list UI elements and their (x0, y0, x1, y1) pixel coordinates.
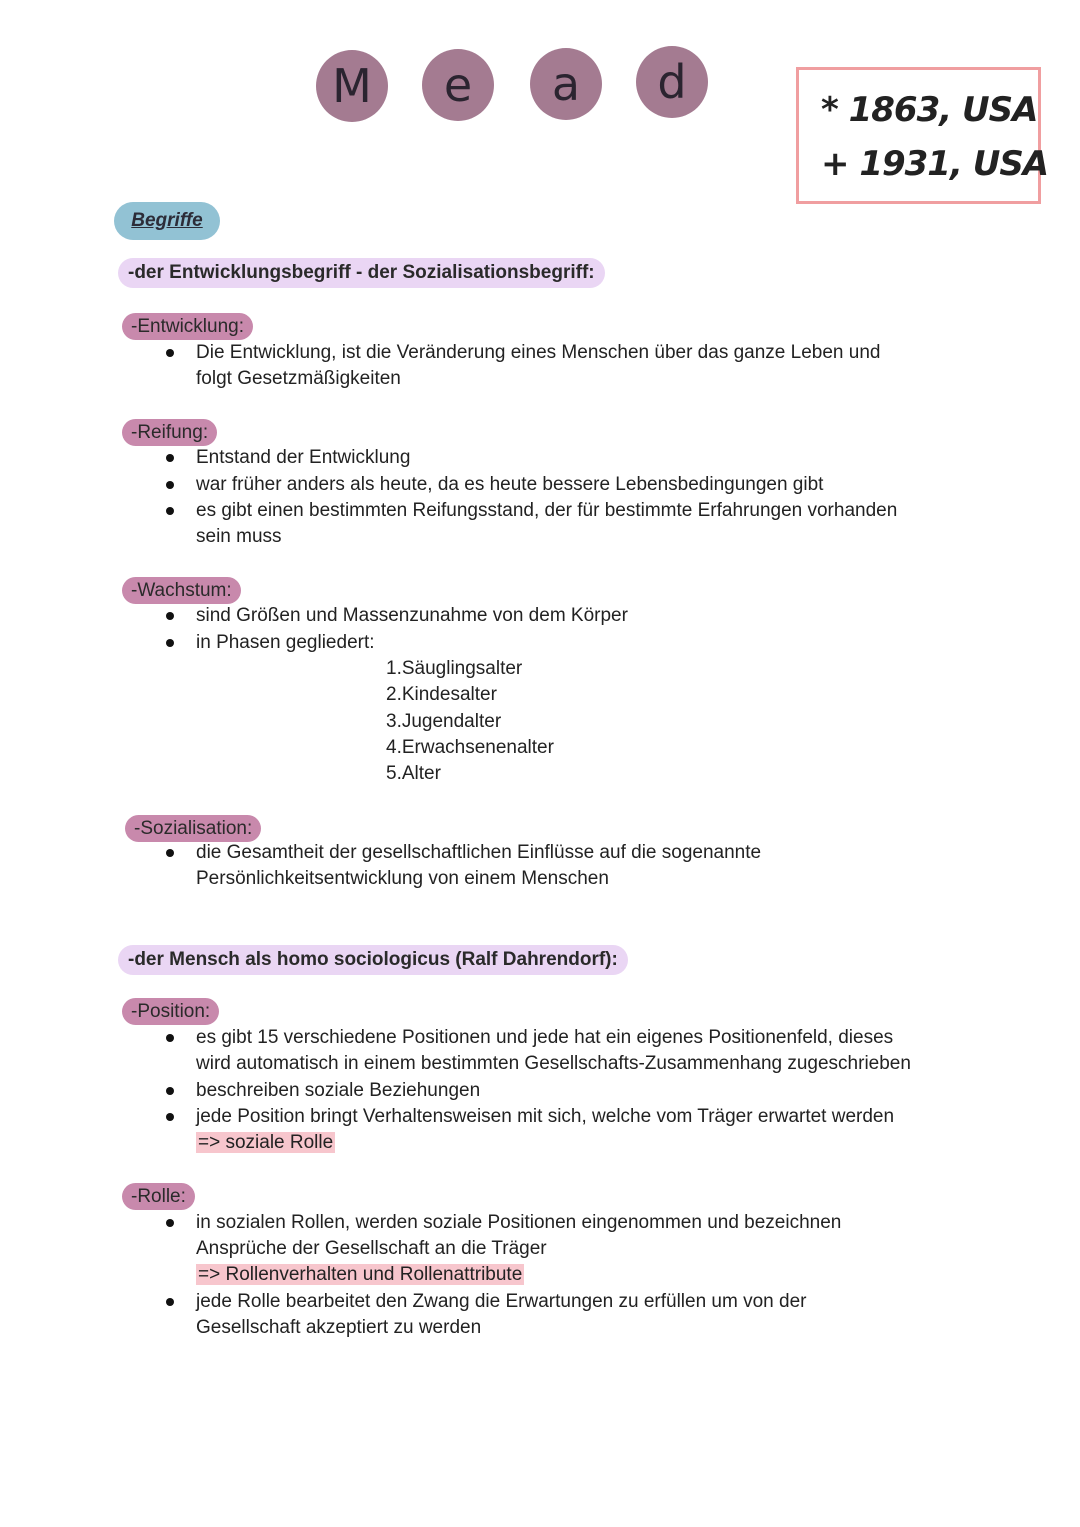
rolle-line-5: Gesellschaft akzeptiert zu werden (196, 1317, 482, 1338)
rolle-line-1: in sozialen Rollen, werden soziale Positionen eingenommen und bezeichnen (196, 1212, 842, 1233)
title-letter-e: e (422, 49, 494, 121)
rolle-line-2: Ansprüche der Gesellschaft an die Träger (196, 1238, 547, 1259)
bullet (166, 639, 174, 647)
rolle-line-4: jede Rolle bearbeitet den Zwang die Erwartungen zu erfüllen um von der (196, 1291, 807, 1312)
term-wachstum: -Wachstum: (122, 577, 241, 604)
bullet (166, 1298, 174, 1306)
birth-date: * 1863, USA (821, 90, 1038, 130)
bullet (166, 1087, 174, 1095)
reifung-line-2: war früher anders als heute, da es heute bessere Lebensbedingungen gibt (196, 474, 824, 495)
phase-item: 4.Erwachsenenalter (386, 737, 554, 758)
subheading-homo-sociologicus: -der Mensch als homo sociologicus (Ralf Dahrendorf): (118, 945, 628, 975)
section-label-text: Begriffe (131, 210, 203, 231)
wachstum-line-2: in Phasen gegliedert: (196, 632, 375, 653)
reifung-line-4: sein muss (196, 526, 282, 547)
reifung-line-3: es gibt einen bestimmten Reifungsstand, der für bestimmte Erfahrungen vorhanden (196, 500, 898, 521)
bullet (166, 1113, 174, 1121)
bullet (166, 507, 174, 515)
phase-item: 2.Kindesalter (386, 684, 497, 705)
position-line-5 (196, 1132, 335, 1154)
title-letter-m: M (316, 50, 388, 122)
entwicklung-line-1: Die Entwicklung, ist die Veränderung eines Menschen über das ganze Leben und (196, 342, 881, 363)
position-line-1: es gibt 15 verschiedene Positionen und jede hat ein eigenes Positionenfeld, dieses (196, 1027, 894, 1048)
term-reifung: -Reifung: (122, 419, 217, 446)
subheading-entwicklung-sozialisation: -der Entwicklungsbegriff - der Sozialisationsbegriff: (118, 258, 605, 288)
term-position: -Position: (122, 998, 219, 1025)
bullet (166, 454, 174, 462)
sozialisation-line-1: die Gesamtheit der gesellschaftlichen Einflüsse auf die sogenannte (196, 842, 762, 863)
bullet (166, 612, 174, 620)
rolle-line-3 (196, 1264, 524, 1286)
dates-box (796, 67, 1049, 204)
term-entwicklung: -Entwicklung: (122, 313, 253, 340)
entwicklung-line-2: folgt Gesetzmäßigkeiten (196, 368, 401, 389)
bullet (166, 849, 174, 857)
position-line-2: wird automatisch in einem bestimmten Gesellschafts-Zusammenhang zugeschrieben (196, 1053, 911, 1074)
reifung-line-1: Entstand der Entwicklung (196, 447, 411, 468)
highlight-rollenverhalten: => Rollenverhalten und Rollenattribute (198, 1264, 523, 1285)
wachstum-line-1: sind Größen und Massenzunahme von dem Körper (196, 605, 628, 626)
bullet (166, 481, 174, 489)
phase-item: 5.Alter (386, 763, 441, 784)
position-line-4: jede Position bringt Verhaltensweisen mit sich, welche vom Träger erwartet werden (196, 1106, 895, 1127)
title-letter-a: a (530, 48, 602, 120)
death-date: + 1931, USA (821, 144, 1049, 184)
sozialisation-line-2: Persönlichkeitsentwicklung von einem Menschen (196, 868, 609, 889)
title-letter-d: d (636, 46, 708, 118)
position-line-3: beschreiben soziale Beziehungen (196, 1080, 481, 1101)
bullet (166, 1034, 174, 1042)
highlight-soziale-rolle: => soziale Rolle (198, 1132, 334, 1153)
phase-item: 1.Säuglingsalter (386, 658, 523, 679)
term-rolle: -Rolle: (122, 1183, 195, 1210)
section-label (114, 202, 220, 240)
bullet (166, 349, 174, 357)
term-sozialisation: -Sozialisation: (125, 815, 261, 842)
phase-item: 3.Jugendalter (386, 711, 502, 732)
bullet (166, 1219, 174, 1227)
